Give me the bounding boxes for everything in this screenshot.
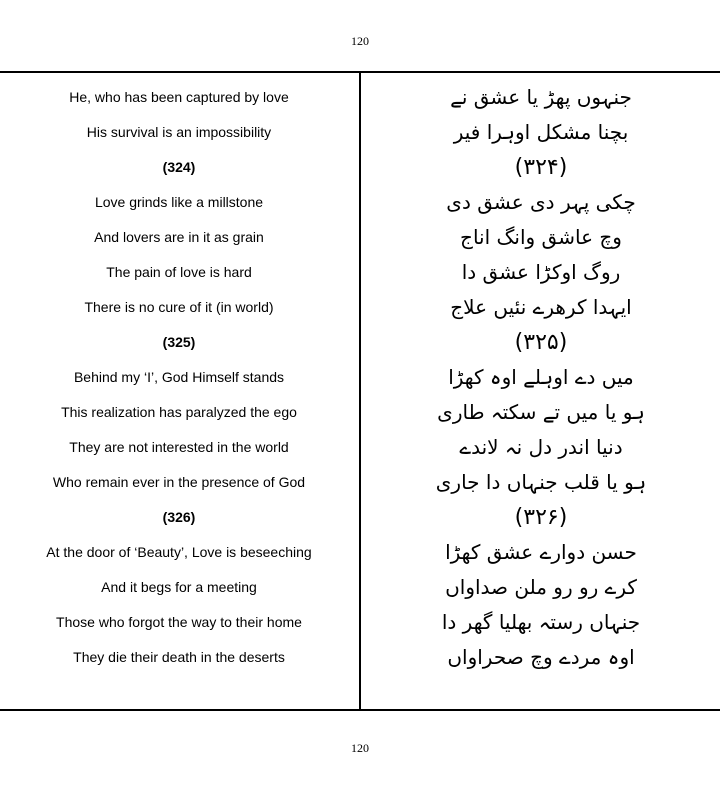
punjabi-verse-line: اوہ مردے وچ صحراواں bbox=[447, 645, 635, 669]
english-verse-line: They are not interested in the world bbox=[69, 439, 289, 455]
bottom-rule bbox=[0, 709, 720, 711]
english-verse-number: (325) bbox=[162, 334, 196, 350]
english-verse-line: He, who has been captured by love bbox=[69, 89, 289, 105]
punjabi-verse-number: (۳۲۵) bbox=[514, 330, 568, 355]
english-verse-line: And lovers are in it as grain bbox=[94, 229, 264, 245]
punjabi-verse-line: روگ اوکڑا عشق دا bbox=[461, 260, 621, 284]
english-verse-line: Behind my ‘I’, God Himself stands bbox=[73, 369, 285, 385]
column-divider bbox=[359, 72, 361, 710]
english-verse-line: At the door of ‘Beauty’, Love is beseeching bbox=[46, 544, 312, 560]
page-number-top: 120 bbox=[351, 34, 369, 48]
english-verse-line: They die their death in the deserts bbox=[73, 649, 285, 665]
english-verse-line: Love grinds like a millstone bbox=[94, 194, 264, 210]
punjabi-verse-line: کرے رو رو ملن صداواں bbox=[445, 575, 637, 599]
punjabi-verse-number: (۳۲۶) bbox=[514, 505, 568, 530]
punjabi-verse-line: حسن دوارے عشق کھڑا bbox=[445, 540, 637, 564]
punjabi-verse-line: جنہاں رستہ بھلیا گھر دا bbox=[441, 610, 641, 634]
punjabi-column bbox=[362, 73, 720, 709]
punjabi-verse-line: جنہوں پھڑ یا عشق نے bbox=[450, 85, 632, 109]
punjabi-verse-line: ہو یا قلب جنہاں دا جاری bbox=[435, 470, 647, 494]
punjabi-verse-line: بچنا مشکل اوہرا فیر bbox=[453, 120, 629, 144]
english-verse-line: His survival is an impossibility bbox=[86, 124, 272, 140]
english-verse-line: There is no cure of it (in world) bbox=[84, 299, 274, 315]
english-verse-number: (326) bbox=[162, 509, 196, 525]
punjabi-verse-number: (۳۲۴) bbox=[514, 155, 568, 180]
english-column bbox=[0, 73, 358, 709]
page-number-bottom: 120 bbox=[351, 741, 369, 755]
punjabi-verse-line: میں دے اوہلے اوہ کھڑا bbox=[448, 365, 634, 389]
punjabi-verse-line: وچ عاشق وانگ اناج bbox=[460, 225, 622, 249]
punjabi-verse-line: ہو یا میں تے سکتہ طاری bbox=[437, 400, 645, 424]
punjabi-verse-line: چکی پہر دی عشق دی bbox=[446, 190, 636, 214]
english-verse-line: Who remain ever in the presence of God bbox=[52, 474, 306, 490]
punjabi-verse-line: ایہدا کرھرے نئیں علاج bbox=[450, 295, 632, 319]
english-verse-line: The pain of love is hard bbox=[106, 264, 252, 280]
english-verse-line: This realization has paralyzed the ego bbox=[61, 404, 297, 420]
punjabi-verse-line: دنیا اندر دل نہ لاندے bbox=[459, 435, 623, 459]
english-verse-line: Those who forgot the way to their home bbox=[56, 614, 302, 630]
english-verse-number: (324) bbox=[162, 159, 196, 175]
english-verse-line: And it begs for a meeting bbox=[101, 579, 257, 595]
